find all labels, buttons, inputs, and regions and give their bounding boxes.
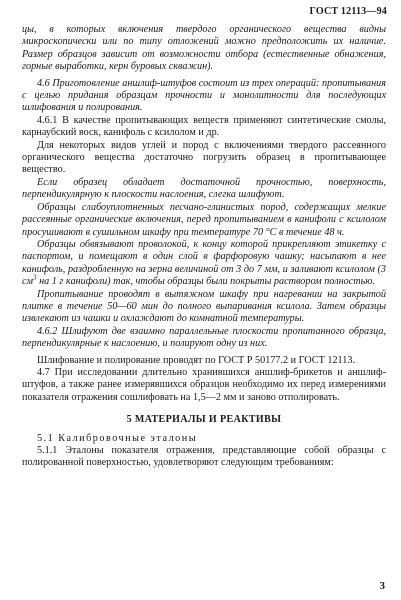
paragraph-some-coals: Для некоторых видов углей и пород с включениями твердого рассеянного органического вещества достаточно погрузить образец в пропитывающее вещество.: [22, 139, 386, 176]
paragraph-4-6-2: 4.6.2 Шлифуют две взаимно параллельные плоскости пропитанного образца, перпендикулярные к наслоению, и полируют одну из них.: [22, 325, 386, 350]
subheading-5-1: 5.1 Калибровочные эталоны: [37, 432, 198, 444]
paragraph-4-7: 4.7 При исследовании длительно хранившихся аншлиф-брикетов и аншлиф-штуфов, а также ранее измерявшихся образцов необходимо их перед измерениями показателя отражения сошлифовать на 1,5—2 мм и заново отполировать.: [22, 366, 386, 403]
paragraph-weak-samples: Образцы слабоуплотненных песчано-глинистых пород, содержащих мелкие рассеянные органические включения, перед пропитыванием в канифоли с ксилолом просушивают в сушильном шкафу при температуре 70 °C в течение 48 ч.: [22, 201, 386, 238]
paragraph-wire-binding: [22, 239, 386, 289]
document-body: [22, 24, 386, 470]
paragraph-4-6: 4.6 Приготовление аншлиф-штуфов состоит из трех операций: пропитывания с целью придания образцам прочности и монолитности для последующих шлифования и полирования.: [22, 77, 386, 114]
text-part: на 1 г канифоли) так, чтобы образцы были покрыты раствором полностью.: [36, 276, 375, 288]
standard-number-header: ГОСТ 12113—94: [309, 6, 387, 17]
page-number: 3: [379, 580, 385, 592]
paragraph-polishing: Шлифование и полирование проводят по ГОСТ Р 50177.2 и ГОСТ 12113.: [37, 354, 355, 366]
section-heading-5: 5 МАТЕРИАЛЫ И РЕАКТИВЫ: [126, 414, 282, 426]
text-part: Образцы обвязывают проволокой, к концу которой прикрепляют этикетку с паспортом, и помещают в один слой в фарфоровую чашку; насыпают в нее канифоль, раздробленную на зерна величиной от 3 до 7 мм, и заливают ксилолом (3 см: [22, 238, 386, 288]
paragraph-4-6-1: 4.6.1 В качестве пропитывающих веществ применяют синтетические смолы, карнаубский воск, канифоль с ксилолом и др.: [22, 114, 386, 139]
superscript: 3: [33, 273, 37, 282]
paragraph-continuation: цы, в которых включения твердого органического вещества видны микроскопически или по типу отложений можно предположить их наличие. Размер образцов зависит от возможности отбора (естественные обнажения, горные выработки, керн буровых скважин).: [22, 24, 386, 73]
paragraph-5-1-1: 5.1.1 Эталоны показателя отражения, представляющие собой образцы с полированной поверхностью, удовлетворяют следующим требованиям:: [22, 445, 386, 469]
paragraph-impregnation: Пропитывание проводят в вытяжном шкафу при нагревании на закрытой плитке в течение 50—60 мин до полного выпаривания ксилола. Затем образцы извлекают из чашки и охлаждают до комнатной температуры.: [22, 288, 386, 325]
paragraph-strength: Если образец обладает достаточной прочностью, поверхность, перпендикулярную к плоскости наслоения, слегка шлифуют.: [22, 176, 386, 201]
